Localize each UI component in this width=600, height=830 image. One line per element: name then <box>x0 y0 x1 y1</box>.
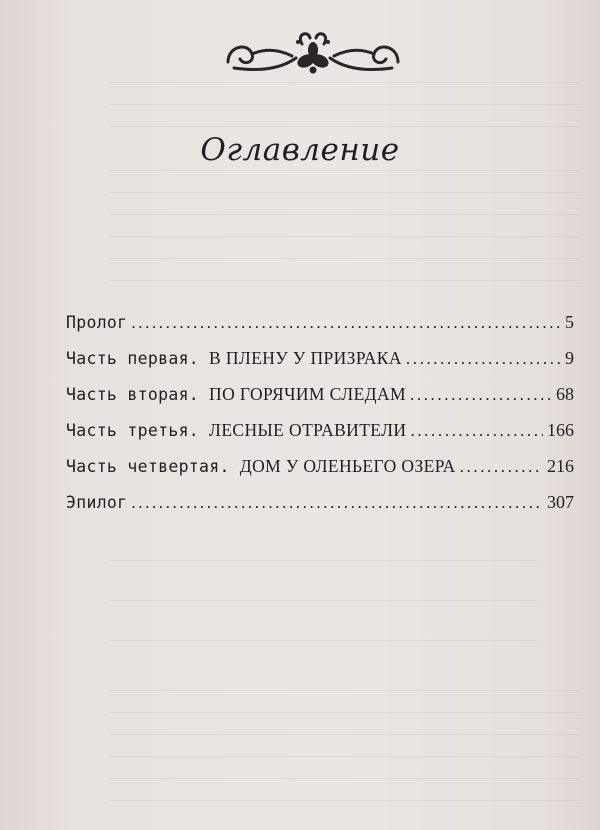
show-through-line <box>110 560 540 561</box>
toc-page-number: 216 <box>547 456 574 476</box>
toc-entry-title: В ПЛЕНУ У ПРИЗРАКА <box>209 348 402 368</box>
toc-entry-part-1[interactable] <box>66 348 574 384</box>
show-through-line <box>110 104 580 105</box>
show-through-line <box>110 712 580 713</box>
toc-leader-dots <box>406 349 561 369</box>
toc-entry-prologue[interactable] <box>66 312 574 348</box>
show-through-line <box>110 126 580 127</box>
toc-leader-dots <box>410 385 552 405</box>
toc-entry-title: ДОМ У ОЛЕНЬЕГО ОЗЕРА <box>239 456 456 476</box>
show-through-line <box>110 640 540 641</box>
show-through-line <box>110 236 580 237</box>
show-through-line <box>110 778 580 779</box>
toc-leader-dots <box>410 421 543 441</box>
show-through-line <box>110 600 540 601</box>
toc-page-number: 9 <box>565 348 574 368</box>
toc-entry-label: Часть четвертая. <box>66 457 230 476</box>
toc-entry-label: Пролог <box>66 313 128 332</box>
show-through-line <box>110 800 580 801</box>
toc-entry-epilogue[interactable] <box>66 492 574 528</box>
show-through-line <box>110 258 580 259</box>
toc-entry-part-4[interactable] <box>66 456 574 492</box>
show-through-line <box>110 690 580 691</box>
show-through-line <box>110 170 580 171</box>
toc-entry-part-3[interactable] <box>66 420 574 456</box>
toc-entry-title: ЛЕСНЫЕ ОТРАВИТЕЛИ <box>209 420 407 440</box>
table-of-contents <box>66 312 574 528</box>
toc-page-number: 166 <box>547 420 574 440</box>
toc-leader-dots <box>460 457 543 477</box>
toc-entry-label: Часть первая. <box>66 349 200 368</box>
show-through-line <box>110 756 580 757</box>
show-through-line <box>110 280 580 281</box>
toc-entry-title: ПО ГОРЯЧИМ СЛЕДАМ <box>209 384 406 404</box>
show-through-line <box>110 214 580 215</box>
flourish-ornament-icon <box>222 28 404 78</box>
toc-entry-label: Эпилог <box>66 493 128 512</box>
toc-entry-label: Часть третья. <box>66 421 200 440</box>
toc-page-number: 307 <box>547 492 574 512</box>
show-through-line <box>110 734 580 735</box>
show-through-line <box>110 192 580 193</box>
toc-leader-dots <box>131 313 561 333</box>
page-title: Оглавление <box>200 132 400 168</box>
toc-entry-part-2[interactable] <box>66 384 574 420</box>
toc-page-number: 68 <box>556 384 574 404</box>
toc-entry-label: Часть вторая. <box>66 385 200 404</box>
toc-page-number: 5 <box>565 312 574 332</box>
toc-leader-dots <box>131 493 543 513</box>
show-through-line <box>110 82 580 83</box>
